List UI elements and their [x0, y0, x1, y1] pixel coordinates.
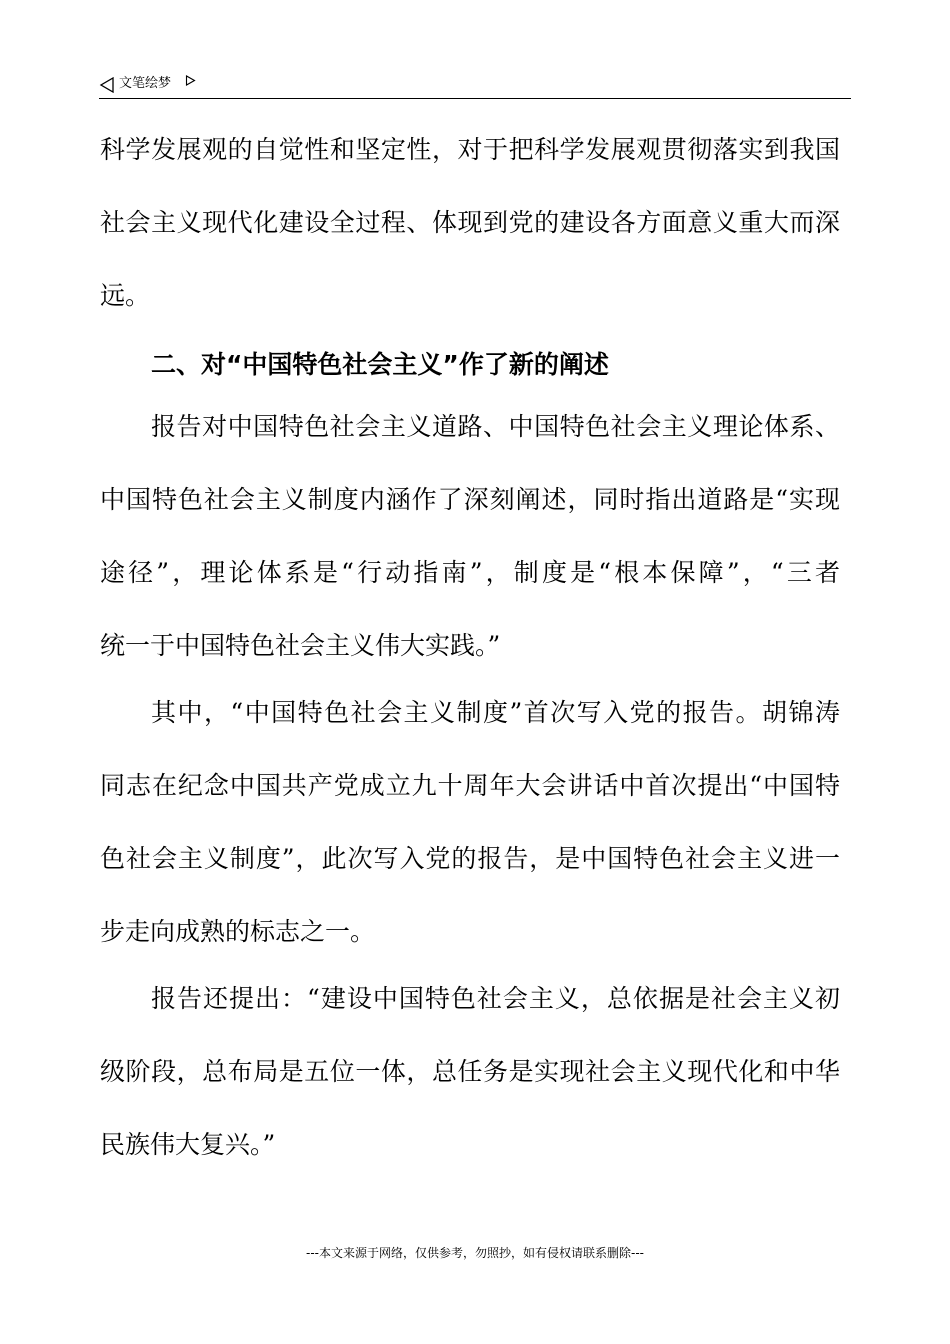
text-line: 途径”，理论体系是“行动指南”，制度是“根本保障”，“三者 [100, 558, 840, 587]
text-line: 统一于中国特色社会主义伟大实践。” [100, 631, 501, 660]
triangle-right-outline-icon [185, 75, 196, 86]
page-footer-disclaimer: ---本文来源于网络，仅供参考，勿照抄，如有侵权请联系删除--- [306, 1246, 644, 1260]
text-line: 报告对中国特色社会主义道路、中国特色社会主义理论体系、 [151, 412, 840, 441]
text-line: 报告还提出：“建设中国特色社会主义，总依据是社会主义初 [151, 984, 840, 1013]
text-line: 同志在纪念中国共产党成立九十周年大会讲话中首次提出“中国特 [100, 771, 840, 800]
page-header [99, 72, 851, 99]
text-line: 远。 [100, 281, 151, 310]
triangle-left-outline-icon [99, 77, 115, 93]
text-line: 中国特色社会主义制度内涵作了深刻阐述，同时指出道路是“实现 [100, 485, 840, 514]
text-line: 社会主义现代化建设全过程、体现到党的建设各方面意义重大而深 [100, 208, 840, 237]
text-line: 色社会主义制度”，此次写入党的报告，是中国特色社会主义进一 [100, 844, 840, 873]
text-line: 科学发展观的自觉性和坚定性，对于把科学发展观贯彻落实到我国 [100, 135, 840, 164]
text-line: 其中，“中国特色社会主义制度”首次写入党的报告。胡锦涛 [151, 698, 840, 727]
text-line: 民族伟大复兴。” [100, 1130, 276, 1159]
text-line: 步走向成熟的标志之一。 [100, 917, 376, 946]
header-title: 文笔绘梦 [119, 76, 172, 91]
section-heading: 二、对“中国特色社会主义”作了新的阐述 [151, 350, 609, 379]
text-line: 级阶段，总布局是五位一体，总任务是实现社会主义现代化和中华 [100, 1057, 840, 1086]
